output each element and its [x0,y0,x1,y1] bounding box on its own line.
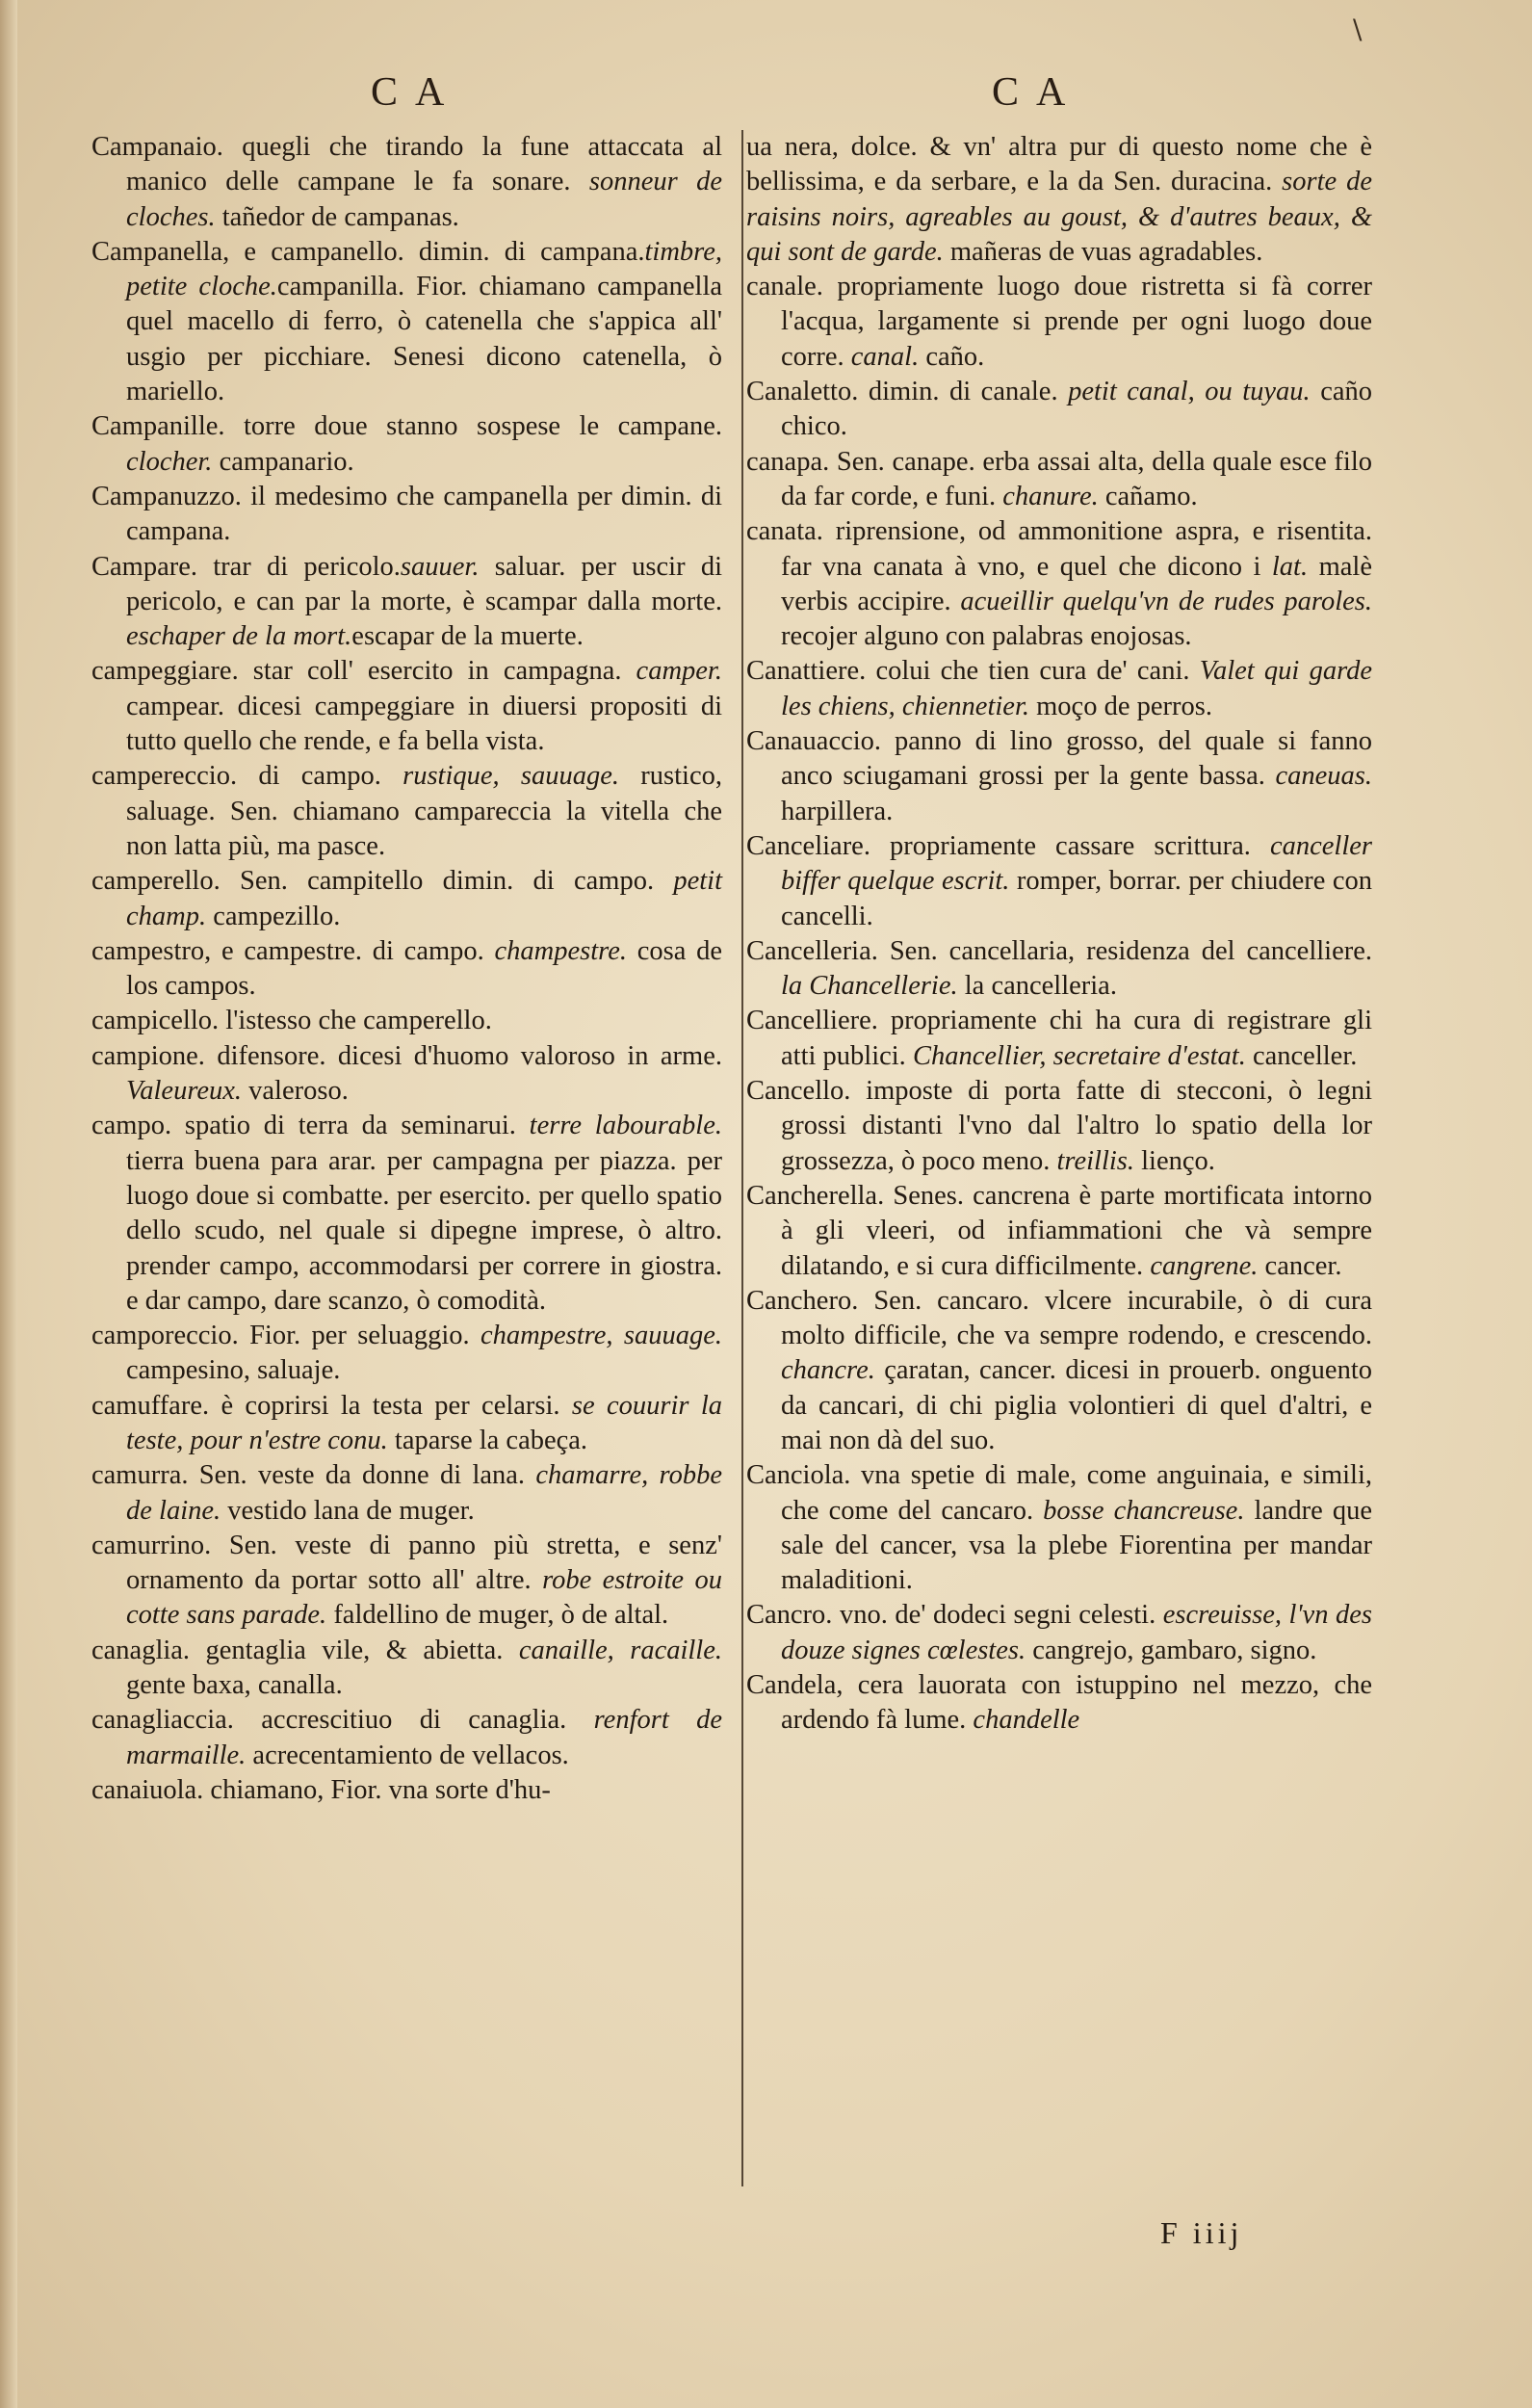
entry-canata: canata. riprensione, od ammonitione aspra, e risentita. far vna canata à vno, e quel che dicono i lat. malè verbis accipire. acueillir quelqu'vn de rudes paroles. recojer alguno con palabras enojosas. [746,516,1373,652]
entry-cancro: Cancro. vno. de' dodeci segni celesti. escreuisse, l'vn des douze signes cœlestes. cangrejo, gambaro, signo. [746,1600,1372,1665]
entry-camuffare: camuffare. è coprirsi la testa per celarsi. se couurir la teste, pour n'estre conu. taparse la cabeça. [91,1390,722,1455]
entry-canauaccio: Canauaccio. panno di lino grosso, del quale si fanno anco sciugamani grossi per la gente bassa. caneuas. harpillera. [746,726,1372,826]
entry-canceliare: Canceliare. propriamente cassare scrittura. canceller biffer quelque escrit. romper, borrar. per chiudere con cancelli. [746,830,1373,931]
entry-canale: canale. propriamente luogo doue ristretta si fà correr l'acqua, largamente si prende per ogni luogo doue corre. canal. caño. [746,272,1372,372]
running-header-left: CA [371,70,462,115]
running-header-right: CA [992,70,1083,115]
entry-campanuzzo: Campanuzzo. il medesimo che campanella per dimin. di campana. [91,481,722,547]
entry-camperello: camperello. Sen. campitello dimin. di campo. petit champ. campezillo. [91,866,722,931]
entry-campione: campione. difensore. dicesi d'huomo valoroso in arme. Valeureux. valeroso. [91,1040,722,1107]
entry-canattiere: Canattiere. colui che tien cura de' cani. Valet qui garde les chiens, chiennetier. moço de perros. [746,656,1372,721]
entry-campereccio: campereccio. di campo. rustique, sauuage. rustico, saluage. Sen. chiamano campareccia la vitella che non latta più, ma pasce. [91,761,722,861]
entry-cancelleria: Cancelleria. Sen. cancellaria, residenza del cancelliere. la Chancellerie. la cancelleria. [746,935,1372,1002]
corner-mark: \ [1353,13,1363,45]
page-binding-edge [0,0,17,2408]
column-divider [741,130,743,2186]
entry-campo: campo. spatio di terra da seminarui. terre labourable. tierra buena para arar. per campagna per piazza. per luogo doue si combatte. per esercito. per quello spatio dello scudo, nel quale si dipegne imprese, ò altro. prender campo, accommodarsi per correre in giostra. e dar campo, dare scanzo, ò comodità. [91,1111,723,1316]
entry-canaiuola-cont: ua nera, dolce. & vn' altra pur di questo nome che è bellissima, e da serbare, e la da Sen. duracina. sorte de raisins noirs, agreables au goust, & d'autres beaux, & qui sont de garde. mañeras de vuas agradables. [746,132,1372,267]
entry-canaglia: canaglia. gentaglia vile, & abietta. canaille, racaille. gente baxa, canalla. [91,1635,723,1701]
entry-campanella: Campanella, e campanello. dimin. di campana.timbre, petite cloche.campanilla. Fior. chiamano campanella quel macello di ferro, ò catenella che s'appica all' usgio per picchiare. Senesi dicono catenella, ò mariello. [91,236,723,407]
entry-cancelliere: Cancelliere. propriamente chi ha cura di registrare gli atti publici. Chancellier, secretaire d'estat. canceller. [746,1006,1372,1071]
entry-canaletto: Canaletto. dimin. di canale. petit canal, ou tuyau. caño chico. [746,377,1373,442]
entry-camurra: camurra. Sen. veste da donne di lana. chamarre, robbe de laine. vestido lana de muger. [91,1460,722,1526]
entry-campeggiare: campeggiare. star coll' esercito in campagna. camper. campear. dicesi campeggiare in diuersi propositi di tutto quello che rende, e fa bella vista. [91,656,722,757]
entry-camporeccio: camporeccio. Fior. per seluaggio. champestre, sauuage. campesino, saluaje. [91,1321,722,1386]
entry-canagliaccia: canagliaccia. accrescitiuo di canaglia. renfort de marmaille. acrecentamiento de vellacos. [91,1705,722,1770]
entry-canchero: Canchero. Sen. cancaro. vlcere incurabile, ò di cura molto difficile, che va sempre rodendo, e crescendo. chancre. çaratan, cancer. dicesi in prouerb. onguento da cancari, di chi piglia volontieri di quel d'altri, e mai non dà del suo. [746,1285,1372,1455]
entry-campanaio: Campanaio. quegli che tirando la fune attaccata al manico delle campane le fa sonare. sonneur de cloches. tañedor de campanas. [91,132,722,232]
entry-candela: Candela, cera lauorata con istuppino nel mezzo, che ardendo fà lume. chandelle [746,1670,1372,1736]
entry-canapa: canapa. Sen. canape. erba assai alta, della quale esce filo da far corde, e funi. chanure. cañamo. [746,446,1372,511]
entry-camurrino: camurrino. Sen. veste di panno più stretta, e senz' ornamento da portar sotto all' altre. robe estroite ou cotte sans parade. faldellino de muger, ò de altal. [91,1530,722,1631]
entry-campicello: campicello. l'istesso che camperello. [91,1006,492,1036]
left-column [91,130,722,1808]
entry-campanille: Campanille. torre doue stanno sospese le campane. clocher. campanario. [91,411,722,477]
entry-campestro: campestro, e campestre. di campo. champestre. cosa de los campos. [91,935,722,1002]
entry-campare: Campare. trar di pericolo.sauuer. saluar. per uscir di pericolo, e can par la morte, è scampar dalla morte. eschaper de la mort.escapar de la muerte. [91,551,722,652]
entry-canciola: Canciola. vna spetie di male, come anguinaia, e simili, che come del cancaro. bosse chancreuse. landre que sale del cancer, vsa la plebe Fiorentina per mandar maladitioni. [746,1460,1372,1596]
entry-cancello: Cancello. imposte di porta fatte di stecconi, ò legni grossi distanti l'vno dal l'altro lo spatio della lor grossezza, ò poco meno. treillis. lienço. [746,1076,1372,1176]
right-column [746,130,1372,1739]
entry-canaiuola: canaiuola. chiamano, Fior. vna sorte d'hu- [91,1774,551,1805]
entry-cancherella: Cancherella. Senes. cancrena è parte mortificata intorno à gli vleeri, od infiammationi che và sempre dilatando, e si cura difficilmente. cangrene. cancer. [746,1180,1372,1281]
signature-mark: F iiij [1160,2215,1243,2250]
